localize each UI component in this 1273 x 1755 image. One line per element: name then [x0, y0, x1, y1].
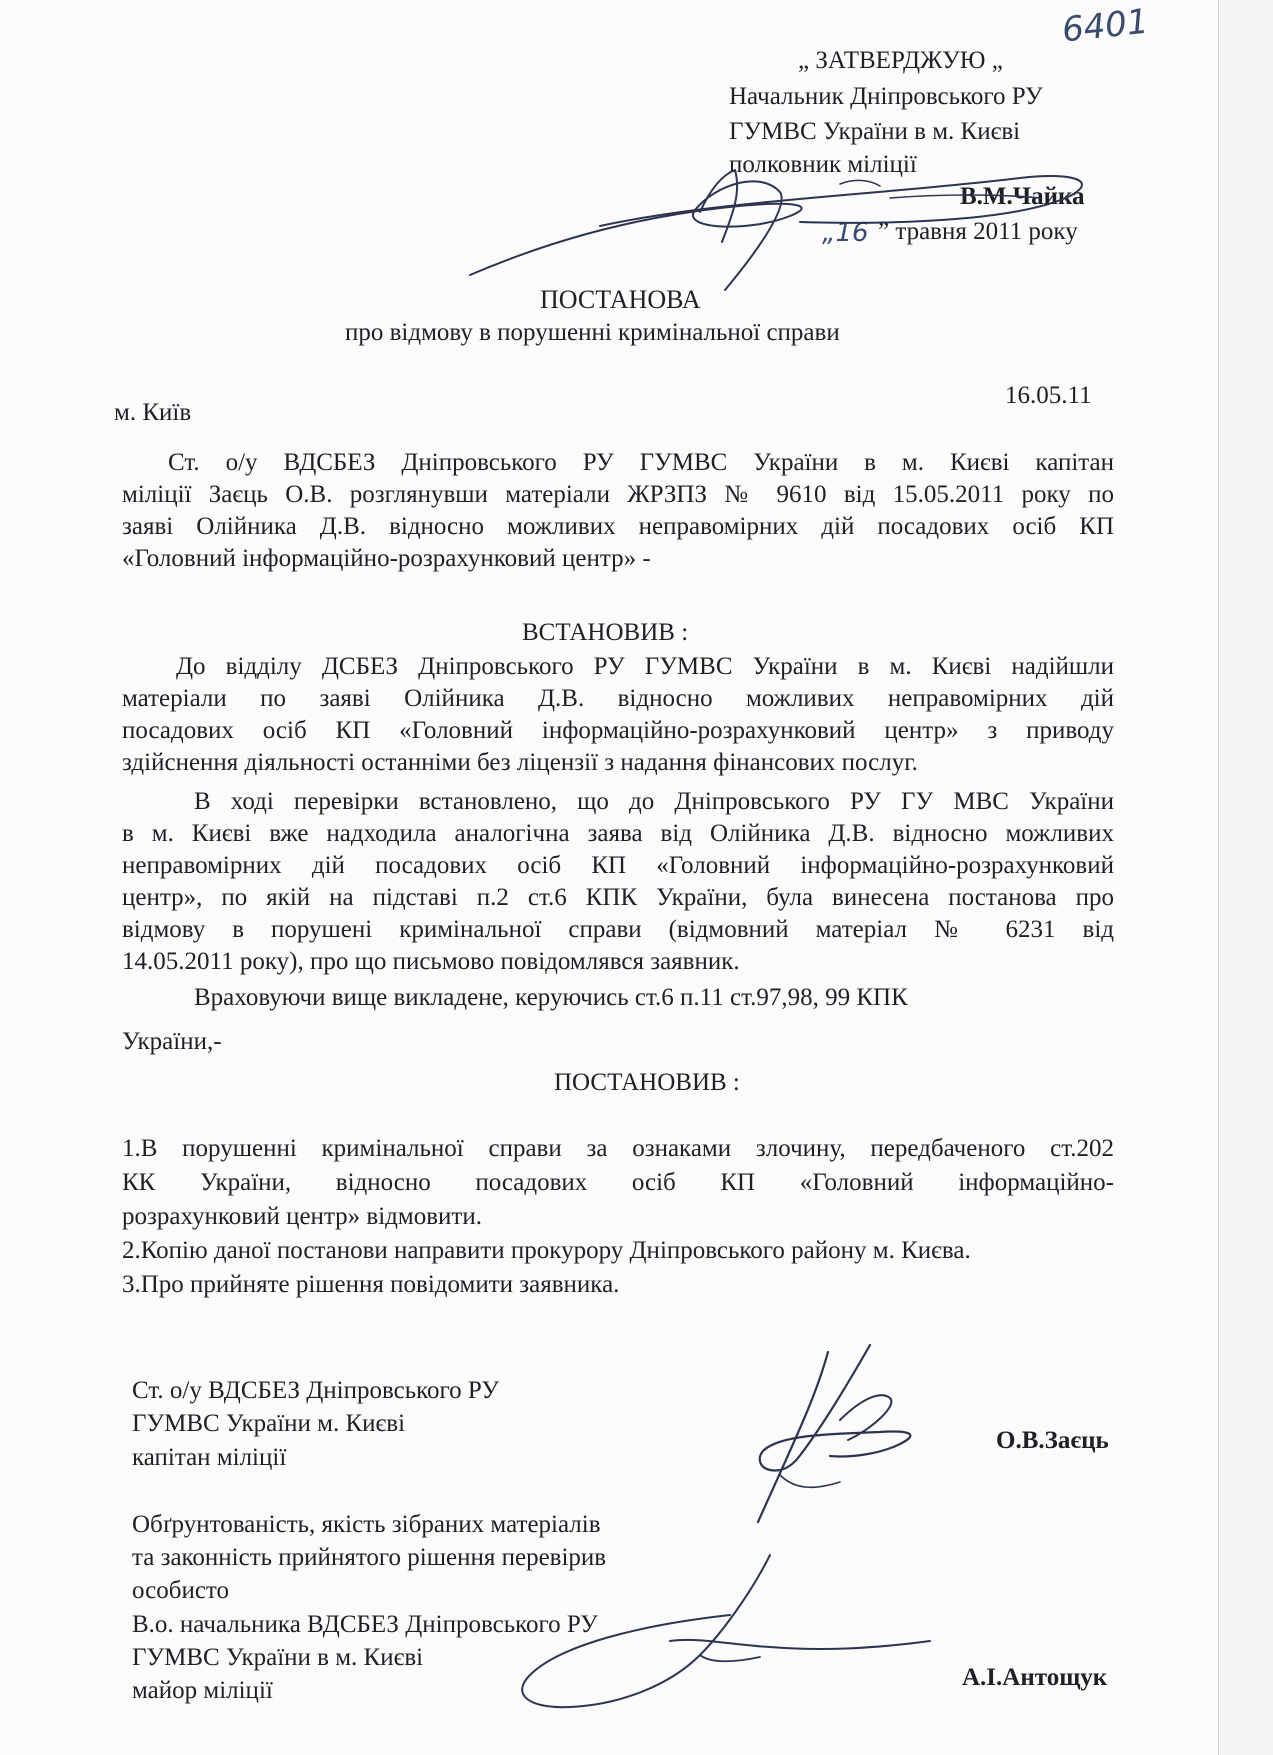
- signer-1-name: О.В.Заєць: [996, 1427, 1109, 1454]
- signer-1-line-2: ГУМВС України м. Києві: [132, 1410, 406, 1437]
- verification-line-1: Обґрунтованість, якість зібраних матеріалів: [132, 1511, 601, 1538]
- intro-line: заяві Олійника Д.В. відносно можливих неправомірних дій посадових осіб КП: [122, 513, 1114, 540]
- intro-line: міліції Заєць О.В. розглянувши матеріали ЖРЗПЗ № 9610 від 15.05.2011 року по: [122, 481, 1114, 508]
- intro-line: Ст. о/у ВДСБЕЗ Дніпровського РУ ГУМВС України в м. Києві капітан: [168, 449, 1114, 476]
- intro-paragraph: [122, 447, 1114, 575]
- paragraph-1: [122, 651, 1114, 779]
- approval-heading: „ ЗАТВЕРДЖУЮ „: [798, 47, 1003, 74]
- approval-line-2: ГУМВС України в м. Києві: [729, 118, 1021, 145]
- approval-line-1: Начальник Дніпровського РУ: [729, 83, 1043, 110]
- approval-line-3: полковник міліції: [729, 151, 917, 178]
- paragraph-line: посадових осіб КП «Головний інформаційно-розрахунковий центр» з приводу: [122, 717, 1114, 744]
- page-edge: [1218, 0, 1219, 1755]
- paragraph-line: 14.05.2011 року), про що письмово повідомлявся заявник.: [122, 948, 740, 975]
- paragraph-3-line-2: України,-: [122, 1028, 222, 1055]
- verification-line-2: та законність прийнятого рішення перевірив: [132, 1544, 607, 1571]
- document-subtitle: про відмову в порушенні кримінальної справи: [345, 319, 840, 346]
- resolution-item: 2.Копію даної постанови направити прокурору Дніпровського району м. Києва.: [122, 1237, 971, 1264]
- resolution-item: КК України, відносно посадових осіб КП «Головний інформаційно-: [122, 1169, 1114, 1196]
- approval-name: В.М.Чайка: [960, 183, 1085, 210]
- paragraph-line: матеріали по заяві Олійника Д.В. відносно можливих неправомірних дій: [122, 685, 1114, 712]
- paragraph-2: [122, 786, 1114, 978]
- resolution-item: розрахунковий центр» відмовити.: [122, 1203, 482, 1230]
- intro-line: «Головний інформаційно-розрахунковий центр» -: [122, 545, 651, 572]
- verification-line-4: В.о. начальника ВДСБЕЗ Дніпровського РУ: [132, 1611, 598, 1638]
- resolution-list: [122, 1132, 1114, 1302]
- resolution-item: 1.В порушенні кримінальної справи за ознаками злочину, передбаченого ст.202: [122, 1135, 1114, 1162]
- resolution-item: 3.Про прийняте рішення повідомити заявника.: [122, 1271, 620, 1298]
- paragraph-line: відмову в порушені кримінальної справи (відмовний матеріал № 6231 від: [122, 916, 1114, 943]
- document-place: м. Київ: [114, 399, 192, 426]
- approval-date: ” травня 2011 року: [878, 218, 1078, 245]
- paragraph-3-line-1: Враховуючи вище викладене, керуючись ст.6 п.11 ст.97,98, 99 КПК: [194, 984, 908, 1011]
- verification-line-5: ГУМВС України в м. Києві: [132, 1644, 424, 1671]
- paragraph-line: центр», по якій на підставі п.2 ст.6 КПК України, була винесена постанова про: [122, 884, 1114, 911]
- signer-1-line-1: Ст. о/у ВДСБЕЗ Дніпровського РУ: [132, 1377, 499, 1404]
- paragraph-line: До відділу ДСБЕЗ Дніпровського РУ ГУМВС України в м. Києві надійшли: [176, 653, 1114, 680]
- signer-1-line-3: капітан міліції: [132, 1444, 287, 1471]
- approval-date-handwritten: „16: [822, 218, 869, 248]
- document-title: ПОСТАНОВА: [540, 285, 701, 314]
- handwritten-number: 6401: [1060, 1, 1151, 51]
- verification-line-6: майор міліції: [132, 1677, 273, 1704]
- paragraph-line: здійснення діяльності останніми без ліцензії з надання фінансових послуг.: [122, 749, 918, 776]
- established-heading: ВСТАНОВИВ :: [522, 619, 689, 646]
- verification-name: А.І.Антощук: [962, 1664, 1108, 1691]
- paragraph-line: В ході перевірки встановлено, що до Дніпровського РУ ГУ МВС України: [194, 788, 1114, 815]
- verification-signature: [470, 1545, 940, 1715]
- resolved-heading: ПОСТАНОВИВ :: [554, 1069, 740, 1096]
- approval-signature: [460, 150, 1120, 300]
- signer-1-signature: [720, 1340, 960, 1530]
- paragraph-line: неправомірних дій посадових осіб КП «Головний інформаційно-розрахунковий: [122, 852, 1114, 879]
- paragraph-line: в м. Києві вже надходила аналогічна заява від Олійника Д.В. відносно можливих: [122, 820, 1114, 847]
- document-date: 16.05.11: [1005, 382, 1092, 409]
- verification-line-3: особисто: [132, 1577, 230, 1604]
